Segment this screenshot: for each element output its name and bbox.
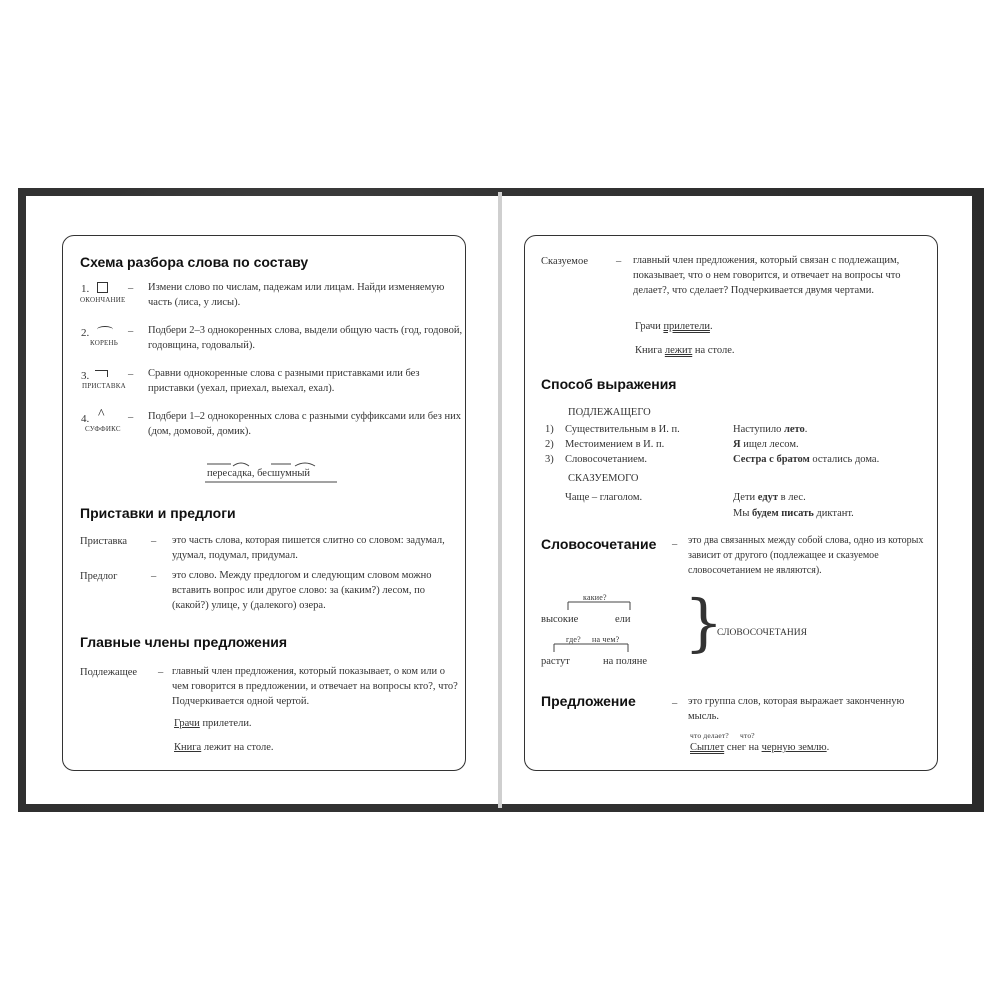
term: Сказуемое [541, 256, 588, 267]
expression-example: Сестра с братом остались дома. [733, 454, 880, 465]
section-title-expression: Способ выражения [541, 376, 677, 392]
question: что? [740, 731, 755, 740]
morpheme-example: пересадка, бесшумный [207, 468, 311, 479]
example-sentence: Сыплет снег на черную землю. [690, 742, 830, 753]
term: Подлежащее [80, 667, 138, 678]
morpheme-rule: Измени слово по числам, падежам или лицам. Найди изменяемую часть (лиса, у лисы). [148, 282, 445, 308]
section-title-sentence: Предложение [541, 693, 636, 709]
morpheme-label: СУФФИКС [85, 425, 121, 433]
morpheme-rule: Сравни однокоренные слова с разными приставками или без приставки (уехал, приехал, выехал, ехал). [148, 368, 420, 394]
brace-icon: } [684, 586, 724, 659]
item-number: 2. [81, 327, 90, 339]
book-spine [498, 192, 502, 808]
example-marks [205, 460, 340, 490]
expression-way: Чаще – глаголом. [565, 492, 643, 503]
definition: главный член предложения, который показывает, о ком или о чем говорится в предложении, и отвечает на вопросы кто?, что? Подчеркивается одной чертой. [172, 666, 458, 707]
term: Предлог [80, 571, 118, 582]
item-number: 1. [81, 283, 90, 295]
section-title-main-members: Главные члены предложения [80, 634, 288, 650]
phrase-word: растут [541, 656, 570, 667]
morpheme-label: ОКОНЧАНИЕ [80, 296, 126, 304]
question: где? [566, 635, 581, 644]
expression-example: Мы будем писать диктант. [733, 508, 854, 519]
example-sentence: Книга лежит на столе. [174, 742, 274, 753]
phrase-arrow [548, 640, 638, 658]
section-title-prefixes: Приставки и предлоги [80, 505, 236, 521]
morpheme-rule: Подбери 2–3 однокоренных слова, выдели общую часть (год, годовой, годовщина, годовалый). [148, 325, 463, 351]
definition: это часть слова, которая пишется слитно со словом: задумал, удумал, подумал, придумал. [172, 535, 445, 561]
expression-example: Я ищел лесом. [733, 439, 799, 450]
root-mark-icon [97, 326, 113, 333]
term: Приставка [80, 536, 128, 547]
phrase-arrow [560, 598, 640, 616]
phrase-label: СЛОВОСОЧЕТАНИЯ [717, 628, 807, 638]
section-title-phrase: Словосочетание [541, 536, 657, 552]
suffix-mark-icon: ^ [98, 407, 105, 422]
prefix-mark-icon [95, 370, 108, 377]
subject-header: ПОДЛЕЖАЩЕГО [568, 407, 651, 418]
example-sentence: Грачи прилетели. [174, 718, 252, 729]
morpheme-label: КОРЕНЬ [90, 339, 118, 347]
phrase-word: на поляне [603, 656, 647, 667]
ending-mark-icon [97, 282, 108, 293]
definition: это группа слов, которая выражает законченную мысль. [688, 696, 905, 722]
question: какие? [583, 593, 607, 602]
question: на чем? [592, 635, 620, 644]
example-sentence: Грачи прилетели. [635, 321, 713, 332]
expression-example: Дети едут в лес. [733, 492, 806, 503]
expression-way: Существительным в И. п. [565, 424, 680, 435]
example-sentence: Книга лежит на столе. [635, 345, 735, 356]
predicate-header: СКАЗУЕМОГО [568, 473, 639, 484]
phrase-word: высокие [541, 614, 579, 625]
expression-example: Наступило лето. [733, 424, 808, 435]
expression-way: Местоимением в И. п. [565, 439, 665, 450]
section-title-morphemes: Схема разбора слова по составу [80, 254, 309, 270]
morpheme-label: ПРИСТАВКА [82, 382, 126, 390]
definition: это два связанных между собой слова, одно из которых зависит от другого (подлежащее и сказуемое словосочетанием не являются). [688, 535, 924, 576]
item-number: 3. [81, 370, 90, 382]
item-number: 4. [81, 413, 90, 425]
expression-way: Словосочетанием. [565, 454, 648, 465]
morpheme-rule: Подбери 1–2 однокоренных слова с разными суффиксами или без них (дом, домовой, домик). [148, 411, 462, 437]
definition: главный член предложения, который связан с подлежащим, показывает, что о нем говорится, и отвечает на вопросы что делает?, что сделает? Подчеркивается двумя чертами. [633, 255, 901, 296]
phrase-word: ели [615, 614, 631, 625]
question: что делает? [690, 731, 729, 740]
definition: это слово. Между предлогом и следующим словом можно вставить вопрос или другое слово: за (каким?) лесом, по (какой?) улице, у (далекого) озера. [172, 570, 432, 611]
